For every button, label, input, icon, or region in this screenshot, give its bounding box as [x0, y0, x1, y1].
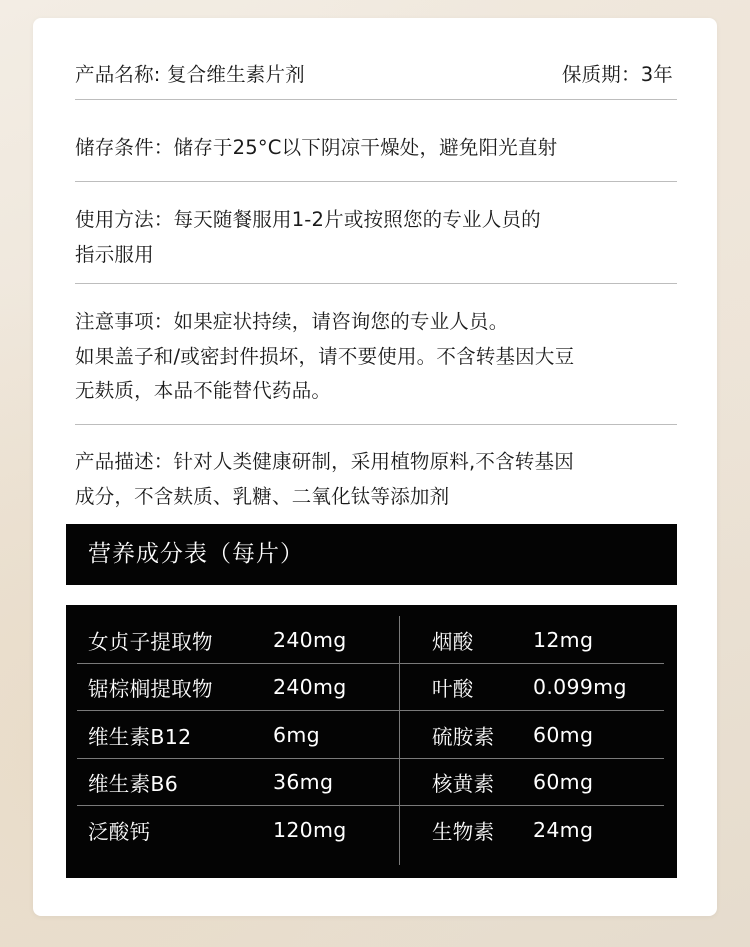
usage-section — [75, 203, 677, 272]
ingredient-amount: 12mg — [533, 627, 594, 652]
section-divider — [75, 99, 677, 100]
ingredient-amount: 24mg — [533, 817, 594, 842]
table-row — [66, 759, 677, 807]
product-name-row — [75, 58, 677, 93]
nutrition-table — [66, 605, 677, 878]
ingredient-amount: 6mg — [273, 722, 320, 747]
ingredient-name: 泛酸钙 — [88, 819, 151, 844]
storage-text: 储存条件：储存于25°C以下阴凉干燥处，避免阳光直射 — [75, 136, 558, 159]
notes-line-2: 如果盖子和/或密封件损坏，请不要使用。不含转基因大豆 — [75, 344, 575, 368]
usage-line-2: 指示服用 — [75, 242, 154, 266]
ingredient-amount: 36mg — [273, 770, 334, 795]
ingredient-amount: 120mg — [273, 817, 347, 842]
ingredient-amount: 0.099mg — [533, 675, 627, 700]
ingredient-name: 核黄素 — [432, 772, 495, 797]
storage-section — [75, 131, 677, 166]
product-info-card — [33, 18, 717, 916]
description-line-2: 成分，不含麸质、乳糖、二氧化钛等添加剂 — [75, 484, 450, 508]
description-line-1: 产品描述：针对人类健康研制，采用植物原料,不含转基因 — [75, 450, 574, 473]
ingredient-name: 硫胺素 — [432, 724, 495, 749]
usage-line-1: 使用方法：每天随餐服用1-2片或按照您的专业人员的 — [75, 208, 541, 231]
ingredient-name: 叶酸 — [432, 677, 474, 702]
nutrition-table-title: 营养成分表（每片） — [66, 524, 677, 585]
ingredient-amount: 60mg — [533, 770, 594, 795]
ingredient-amount: 240mg — [273, 627, 347, 652]
table-row — [66, 806, 677, 854]
table-row — [66, 664, 677, 712]
notes-section — [75, 305, 677, 409]
shelf-life-label: 保质期：3年 — [561, 63, 673, 86]
ingredient-name: 女贞子提取物 — [88, 629, 213, 654]
section-divider — [75, 181, 677, 182]
ingredient-amount: 60mg — [533, 722, 594, 747]
table-row — [66, 711, 677, 759]
notes-line-1: 注意事项：如果症状持续，请咨询您的专业人员。 — [75, 310, 509, 333]
description-section — [75, 445, 677, 514]
ingredient-name: 维生素B12 — [88, 724, 192, 749]
ingredient-name: 维生素B6 — [88, 772, 179, 797]
product-name-label: 产品名称: 复合维生素片剂 — [75, 63, 305, 86]
notes-line-3: 无麸质，本品不能替代药品。 — [75, 379, 332, 402]
ingredient-name: 烟酸 — [432, 629, 474, 654]
ingredient-amount: 240mg — [273, 675, 347, 700]
ingredient-name: 生物素 — [432, 819, 495, 844]
section-divider — [75, 424, 677, 425]
section-divider — [75, 283, 677, 284]
ingredient-name: 锯棕榈提取物 — [88, 677, 213, 702]
table-row — [66, 616, 677, 664]
